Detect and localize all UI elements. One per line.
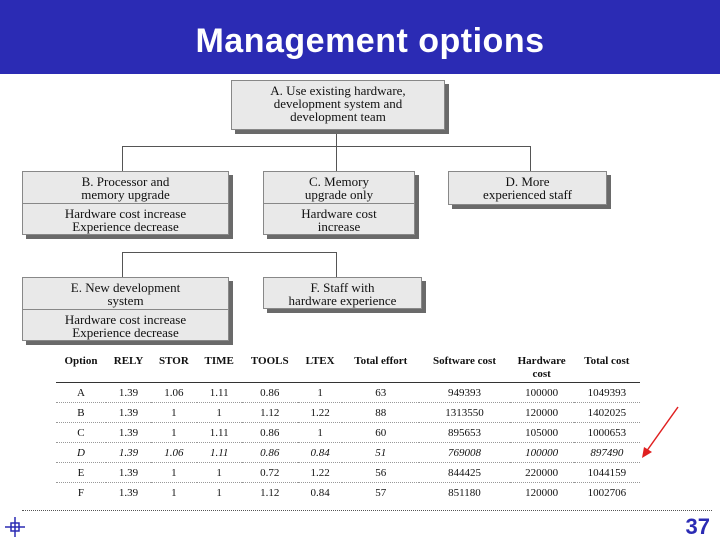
cell: 105000 [510, 423, 574, 443]
cell: 1044159 [574, 463, 640, 483]
cell: 1 [151, 423, 197, 443]
footer-divider [22, 510, 712, 511]
cell: 0.86 [242, 443, 298, 463]
cell: 1.39 [106, 423, 151, 443]
cell: 63 [375, 386, 387, 399]
cell: 1.22 [298, 463, 342, 483]
cell: 1002706 [574, 483, 640, 503]
cell: 0.84 [298, 443, 342, 463]
cell: 1 [151, 483, 197, 503]
cell: 844425 [419, 463, 509, 483]
cell: 1000653 [574, 423, 640, 443]
cell: D [56, 443, 106, 463]
crosshair-icon [4, 516, 26, 538]
cell: 0.84 [298, 483, 342, 503]
cell: 1 [197, 403, 242, 423]
cell: C [56, 423, 106, 443]
cell: 1.12 [242, 483, 298, 503]
cell: 1 [151, 403, 197, 423]
cell: 1.39 [118, 386, 139, 399]
node-d-label: D. More experienced staff [483, 174, 572, 202]
cell: 1313550 [419, 403, 509, 423]
cell: A [76, 386, 85, 399]
cell: 51 [342, 443, 419, 463]
node-f-label: F. Staff with hardware experience [288, 280, 397, 308]
cell: 100000 [510, 443, 574, 463]
cell: 1.11 [197, 423, 242, 443]
header-option: Option [64, 355, 98, 367]
cell: 0.86 [242, 423, 298, 443]
cell: 1.06 [164, 386, 184, 399]
header-software-cost: Software cost [432, 355, 496, 367]
header-ltex: LTEX [305, 355, 335, 367]
node-e-effect: Hardware cost increase Experience decrease [23, 309, 228, 341]
cell: 1.39 [106, 483, 151, 503]
cell: 1.22 [298, 403, 342, 423]
cell: 1 [197, 463, 242, 483]
header-rely: RELY [113, 355, 144, 367]
node-c-effect: Hardware cost increase [264, 203, 414, 235]
cell: 1.06 [151, 443, 197, 463]
cell: 1402025 [574, 403, 640, 423]
cell: 88 [342, 403, 419, 423]
cell: 1.39 [106, 403, 151, 423]
cell: 897490 [574, 443, 640, 463]
node-b-effect: Hardware cost increase Experience decrease [23, 203, 228, 235]
node-c-label: C. Memory upgrade only [304, 174, 374, 202]
header-stor: STOR [159, 355, 189, 367]
cell: 220000 [510, 463, 574, 483]
cell: 60 [342, 423, 419, 443]
cell: 851180 [419, 483, 509, 503]
cell: E [56, 463, 106, 483]
cell: 100000 [525, 386, 559, 399]
cell: 1.11 [209, 386, 229, 399]
node-e-label: E. New development system [70, 280, 181, 308]
node-a-label: A. Use existing hardware, development system and development team [270, 83, 406, 124]
header-tools: TOOLS [250, 355, 289, 367]
slide-title: Management options [195, 22, 545, 60]
cell: 769008 [419, 443, 509, 463]
cell: B [56, 403, 106, 423]
cell: 0.72 [242, 463, 298, 483]
cell: 120000 [510, 403, 574, 423]
cell: 1.39 [106, 463, 151, 483]
cell: F [56, 483, 106, 503]
header-total-cost: Total cost [584, 355, 630, 367]
header-hardware-cost: Hardware cost [517, 355, 566, 380]
cell: 120000 [510, 483, 574, 503]
page-number: 37 [685, 514, 710, 539]
cell: 0.86 [260, 386, 280, 399]
cell: 1 [197, 483, 242, 503]
cell: 1 [151, 463, 197, 483]
cell: 1.12 [242, 403, 298, 423]
cell: 1 [298, 423, 342, 443]
cell: 895653 [419, 423, 509, 443]
header-time: TIME [204, 355, 234, 367]
cell: 1.11 [197, 443, 242, 463]
cell: 56 [342, 463, 419, 483]
cell: 949393 [447, 386, 481, 399]
cell: 1.39 [106, 443, 151, 463]
node-b-label: B. Processor and memory upgrade [81, 174, 170, 202]
header-total-effort: Total effort [354, 355, 408, 367]
cell: 1 [317, 386, 323, 399]
cell: 57 [342, 483, 419, 503]
cell: 1049393 [587, 386, 627, 399]
